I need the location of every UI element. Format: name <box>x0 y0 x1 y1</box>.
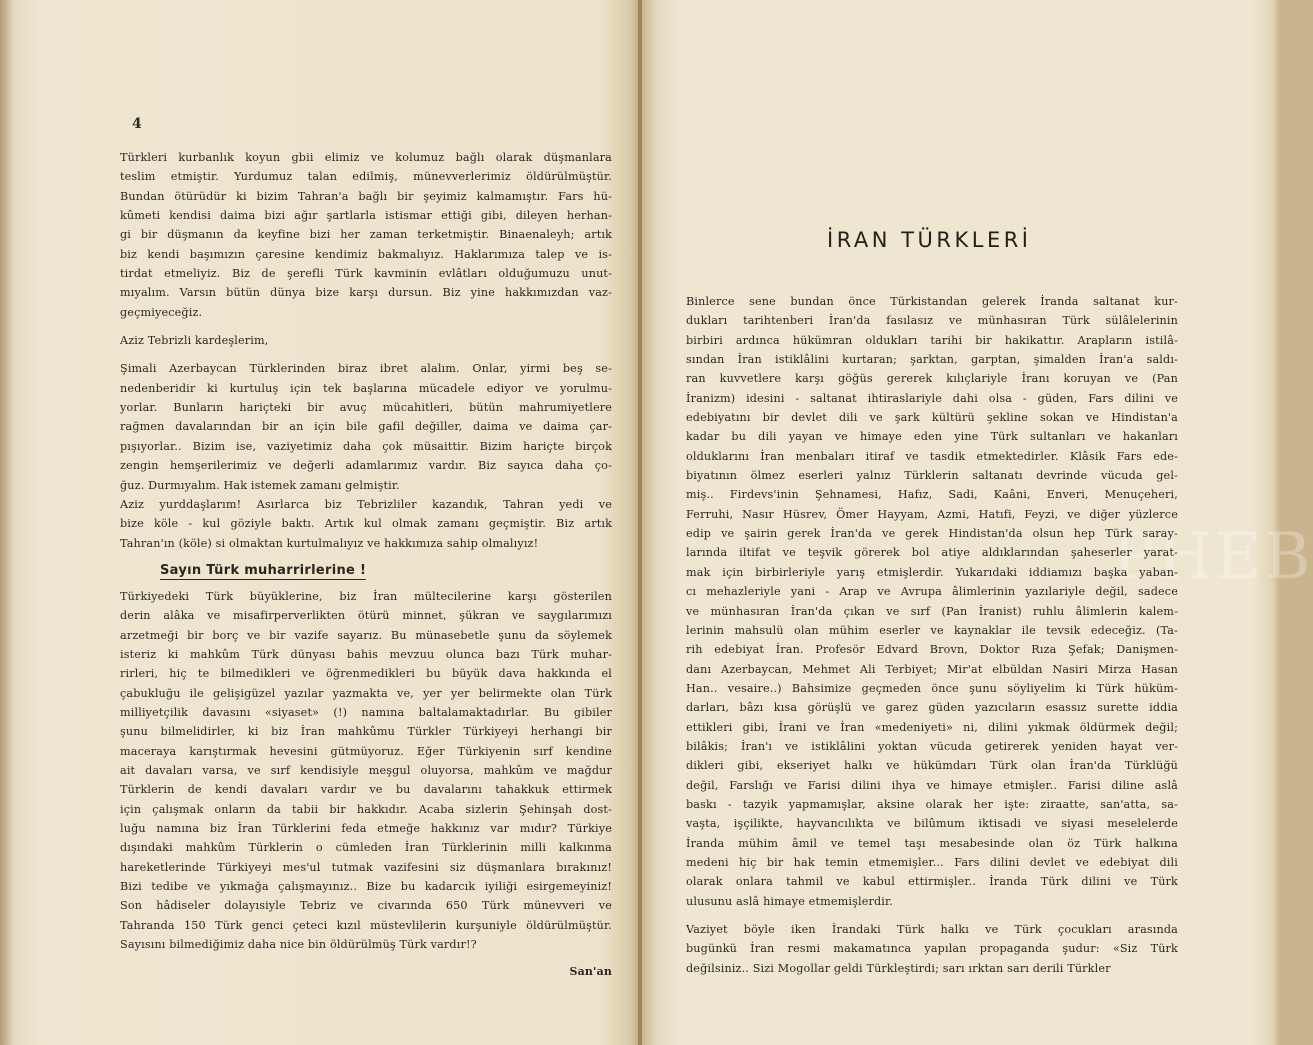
text-line: Aziz Tebrizli kardeşlerim, <box>120 334 269 348</box>
text-line: bize köle - kul göziyle baktı. Artık kul olmak zamanı geçmiştir. Biz artık <box>120 517 612 531</box>
text-line: Türklerin de kendi davaları vardır ve bu davalarını tahakkuk ettirmek <box>120 783 612 797</box>
page-title: İRAN TÜRKLERİ <box>827 228 1032 252</box>
text-line: dukları tarihtenberi İran'da fasılasız ve münhasıran Türk sülâlelerinin <box>686 314 1178 328</box>
text-line: derin alâka ve misafirperverlikten ötürü minnet, şükran ve saygılarımızı <box>120 609 612 623</box>
text-line: teslim etmiştir. Yurdumuz talan edilmiş, münevverlerimiz öldürülmüştür. <box>120 170 612 184</box>
text-line: vaşta, işçilikte, hayvancılıkta ve bilûmum iktisadi ve siyasi meselelerde <box>686 817 1178 831</box>
text-line: birbiri ardınca hükümran oldukları tarihi bir hakikattır. Arapların istilâ- <box>686 333 1178 347</box>
text-line: Ferruhi, Nasır Hüsrev, Ömer Hayyam, Azmi, Hatıfi, Feyzi, ve diğer yüzlerce <box>686 507 1178 521</box>
text-line: şunu bilmelidirler, ki biz İran mahkûmu Türkler Türkiyeyi herhangi bir <box>120 725 612 739</box>
text-line: yorlar. Bunların hariçteki bir avuç mücahitleri, bütün mahrumiyetlere <box>120 401 612 415</box>
text-line: ğuz. Durmıyalım. Hak istemek zamanı gelmiştir. <box>120 478 400 492</box>
text-line: luğu namına biz İran Türklerini feda etmeğe hakkınız var mıdır? Türkiye <box>120 822 612 835</box>
text-line: Son hâdiseler dolayısiyle Tebriz ve civarında 650 Türk münevveri ve <box>120 899 612 913</box>
text-line: Türkleri kurbanlık koyun gbii elimiz ve kolumuz bağlı olarak düşmanlara <box>120 151 612 164</box>
text-line: Şimali Azerbaycan Türklerinden biraz ibret alalım. Onlar, yirmi beş se- <box>120 362 612 376</box>
text-line: Türkiyedeki Türk büyüklerine, biz İran mültecilerine karşı gösterilen <box>120 589 612 603</box>
text-line: ulusunu aslâ himaye etmemişlerdir. <box>686 894 894 908</box>
text-line: larında iltifat ve teşvik görerek bol atiye aldıklarından şaheserler yarat- <box>686 546 1178 560</box>
text-line: ran kuvvetlere karşı göğüs gererek kılıçlariyle İranı koruyan ve (Pan <box>686 372 1178 386</box>
text-line: rirleri, hiç te bilmedikleri ve öğrenmedikleri bu büyük dava hakkında el <box>120 667 612 681</box>
text-line: Sayısını bilmediğimiz daha nice bin öldürülmüş Türk vardır!? <box>120 938 477 952</box>
text-line: edebiyatını bir devlet dili ve şark kültürü şekline sokan ve Hindistan'a <box>686 411 1178 425</box>
text-line: Vaziyet böyle iken İrandaki Türk halkı ve Türk çocukları arasında <box>686 923 1178 936</box>
text-line: edip ve şairin gerek İran'da ve gerek Hindistan'da olsun hep Türk saray- <box>686 527 1178 541</box>
text-line: gi bir düşmanın da keyfine bizi her zaman terketmiştir. Binaenaleyh; artık <box>120 228 612 242</box>
text-line: kadar bu dili yayan ve himaye eden yine Türk sultanları ve hakanları <box>686 430 1178 444</box>
text-line: Tahran'ın (köle) si olmaktan kurtulmalıyız ve hakkımıza sahip olmalıyız! <box>120 536 539 550</box>
text-line: cı mehazleriyle yani - Arap ve Avrupa âlimlerinin yazılariyle değil, sadece <box>686 585 1178 599</box>
paragraph-address <box>120 331 612 350</box>
text-line: tirdat etmeliyiz. Biz de şerefli Türk kavminin evlâtları olduğumuzu unut- <box>120 267 612 281</box>
text-line: rağmen davalarından bir an için bile gafil değiller, daima ve daima çar- <box>120 420 612 434</box>
text-line: geçmiyeceğiz. <box>120 305 203 319</box>
right-page-body <box>686 292 1178 978</box>
page-number: 4 <box>132 116 142 132</box>
text-line: mıyalım. Varsın bütün dünya bize karşı dursun. Biz yine hakkımızdan vaz- <box>120 286 612 300</box>
text-line: lerinin mahsulü olan mühim eserler ve kaynaklar ile tevsik edeceğiz. (Ta- <box>686 623 1178 637</box>
left-page <box>0 0 640 1045</box>
text-line: Bizi tedibe ve yıkmağa çalışmayınız.. Bize bu kadarcık iyiliği esirgemeyiniz! <box>120 880 612 894</box>
signature: San'an <box>569 965 612 979</box>
text-line: danı Azerbaycan, Mehmet Ali Terbiyet; Mir'at elbüldan Nasiri Mirza Hasan <box>686 662 1178 676</box>
text-line: İranizm) idesini - saltanat ihtiraslariyle dahi olsa - güden, Fars dilini ve <box>686 391 1178 405</box>
text-line: bugünkü İran resmi makamatınca yapılan propaganda şudur: «Siz Türk <box>686 942 1178 956</box>
text-line: kûmeti kendisi daima bizi ağır şartlarla istismar ettiği gibi, dileyen herhan- <box>120 209 612 223</box>
text-line: olduklarını İran menbaları itiraf ve tasdik etmektedirler. Klâsik Fars ede- <box>686 449 1178 463</box>
text-line: zengin hemşerilerimiz ve değerli adamlarımız vardır. Biz sayıca daha ço- <box>120 459 612 473</box>
text-line: olarak onlara tahmil ve kabul ettirmişler.. İranda Türk dilini ve Türk <box>686 875 1178 889</box>
text-line: değil, Farslığı ve Farisi dilini ihya ve himaye etmişler.. Farisi diline aslâ <box>686 778 1178 792</box>
text-line: biyatının ölmez eserleri yalnız Türklerin saltanatı devrinde vücuda gel- <box>686 469 1178 483</box>
paragraph-propaganda <box>686 920 1178 978</box>
text-line: değilsiniz.. Sizi Mogollar geldi Türkleştirdi; sarı ırktan sarı derili Türkler <box>686 961 1111 975</box>
paragraph-north-azerbaijan <box>120 359 612 552</box>
paragraph-to-writers <box>120 587 612 955</box>
text-line: Han.. vesaire..) Bahsimize geçmeden önce şunu söyliyelim ki Türk hüküm- <box>686 681 1178 695</box>
text-line: miş.. Firdevs'inin Şehnamesi, Hafız, Sadi, Kaâni, Enveri, Menuçeheri, <box>686 488 1178 502</box>
text-line: Bundan ötürüdür ki bizim Tahran'a bağlı bir şeyimiz kalmamıştır. Fars hü- <box>120 189 612 203</box>
text-line: ve münhasıran İran'da çıkan ve sırf (Pan İranist) ruhlu âlimlerin kalem- <box>686 604 1178 618</box>
text-line: rih edebiyat İran. Profesör Edvard Brovn, Doktor Rıza Şefak; Danişmen- <box>686 643 1178 657</box>
text-line: ait davaları varsa, ve sırf kendisiyle meşgul oluyorsa, mahkûm ve mağdur <box>120 763 612 777</box>
text-line: maceraya karıştırmak hevesini gütmüyoruz. Eğer Türkiyenin sırf kendine <box>120 744 612 758</box>
text-line: dışındaki mahkûm Türklerin o cümleden İran Türklerinin milli kalkınma <box>120 841 612 855</box>
text-line: mak için birbirleriyle yarış etmişlerdir. Yukarıdaki iddiamızı başka yaban- <box>686 565 1178 579</box>
text-line: bilâkis; İran'ı ve istiklâlini yoktan vücuda getirerek yeniden hayat ver- <box>686 739 1178 753</box>
text-line: hareketlerinde Türkiyeyi mes'ul tutmak vazifesini siz düşmanlara bırakınız! <box>120 860 612 874</box>
text-line: arzetmeği bir borç ve bir vazife sayarız. Bu münasebetle şunu da söylemek <box>120 628 612 642</box>
text-line: çabukluğu ile gelişigüzel yazılar yazmakta ve, yer yer belirmekte olan Türk <box>120 686 612 700</box>
text-line: Tahranda 150 Türk genci çeteci kızıl müstevlilerin kurşuniyle öldürülmüştür. <box>120 918 612 932</box>
text-line: Aziz yurddaşlarım! Asırlarca biz Tebrizliler kazandık, Tahran yedi ve <box>120 497 612 511</box>
text-line: darları, bâzı kısa görüşlü ve garez güden yazıcıların esassız surette iddia <box>686 701 1178 715</box>
text-line: sından İran istiklâlini kurtaran; şarktan, garptan, şimalden İran'a saldı- <box>686 353 1178 367</box>
text-line: pışıyorlar.. Bizim ise, vaziyetimiz daha çok müsaittir. Bizim hariçte birçok <box>120 439 612 453</box>
text-line: nedenberidir ki kurtuluş için tek başlarına mücadele ediyor ve yorulmu- <box>120 381 612 395</box>
left-page-body <box>120 148 612 982</box>
paragraph-history <box>686 292 1178 911</box>
subheading: Sayın Türk muharrirlerine ! <box>160 562 367 578</box>
text-line: dikleri gibi, ekseriyet halkı ve hükümdarı Türk olan İran'da Türklüğü <box>686 759 1178 773</box>
text-line: için çalışmak onların da tabii bir hakkıdır. Acaba sizlerin Şehinşah dost- <box>120 802 612 816</box>
text-line: baskı - tazyik yapmamışlar, aksine olarak her işte: ziraatte, san'atta, sa- <box>686 797 1178 811</box>
text-line: isteriz ki mahkûm Türk dünyası bahis mevzuu olunca bazı Türk muhar- <box>120 647 612 661</box>
text-line: medeni hiç bir hak temin etmemişler... Fars dilini devlet ve edebiyat dili <box>686 855 1178 869</box>
text-line: biz kendi başımızın çaresine kendimiz bakmalıyız. Haklarımıza talep ve is- <box>120 247 612 261</box>
text-line: ettikleri gibi, İrani ve İran «medeniyeti» ni, dilini yıkmak öldürmek değil; <box>686 720 1178 734</box>
right-page <box>642 0 1313 1045</box>
watermark: PHEB <box>1112 520 1313 594</box>
text-line: İranda mühim âmil ve temel taşı mesabesinde olan öz Türk halkına <box>686 836 1178 850</box>
text-line: Binlerce sene bundan önce Türkistandan gelerek İranda saltanat kur- <box>686 295 1178 308</box>
text-line: milliyetçilik davasını «siyaset» (!) namına baltalamaktadırlar. Bu gibiler <box>120 705 612 719</box>
paragraph-intro <box>120 148 612 322</box>
